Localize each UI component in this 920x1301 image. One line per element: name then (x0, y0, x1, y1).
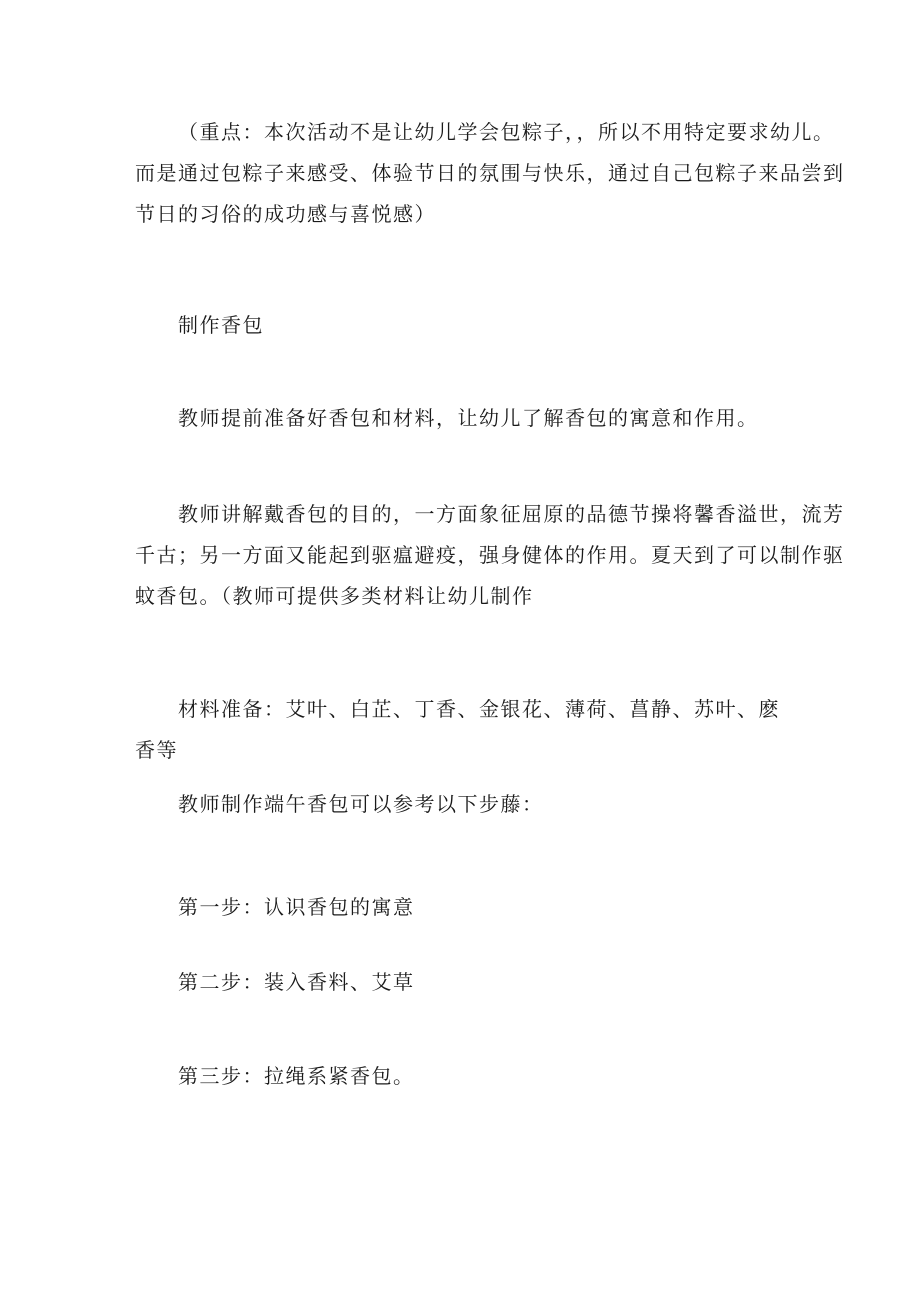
intro-paragraph: 教师提前准备好香包和材料，让幼儿了解香包的寓意和作用。 (178, 406, 759, 430)
steps-intro-paragraph: 教师制作端午香包可以参考以下步藤： (178, 792, 544, 816)
step-1: 第一步：认识香包的寓意 (178, 895, 415, 919)
note-line-1: （重点：本次活动不是让幼儿学会包粽子，，所以不用特定要求幼儿。 (178, 120, 835, 144)
materials-paragraph: 材料准备：艾叶、白芷、丁香、金银花、薄荷、菖静、苏叶、麽香等 (135, 697, 780, 762)
explanation-paragraph (135, 494, 845, 617)
explanation-line-2: 千古；另一方面又能起到驱瘟避疫，强身健体的作用。夏天到了可以制作驱 (135, 543, 845, 567)
note-paragraph (135, 112, 845, 235)
step-3: 第三步：拉绳系紧香包。 (178, 1064, 415, 1088)
note-line-2: 而是通过包粽子来感受、体验节日的氛围与快乐，通过自己包粽子来品尝到 (135, 161, 845, 185)
section-heading: 制作香包 (178, 313, 264, 337)
explanation-line-3: 蚊香包。（教师可提供多类材料让幼儿制作 (135, 584, 534, 608)
step-2: 第二步：装入香料、艾草 (178, 970, 415, 994)
note-line-3: 节日的习俗的成功感与喜悦感） (135, 202, 436, 226)
explanation-line-1: 教师讲解戴香包的目的，一方面象征屈原的品德节操将馨香溢世，流芳 (178, 502, 845, 526)
